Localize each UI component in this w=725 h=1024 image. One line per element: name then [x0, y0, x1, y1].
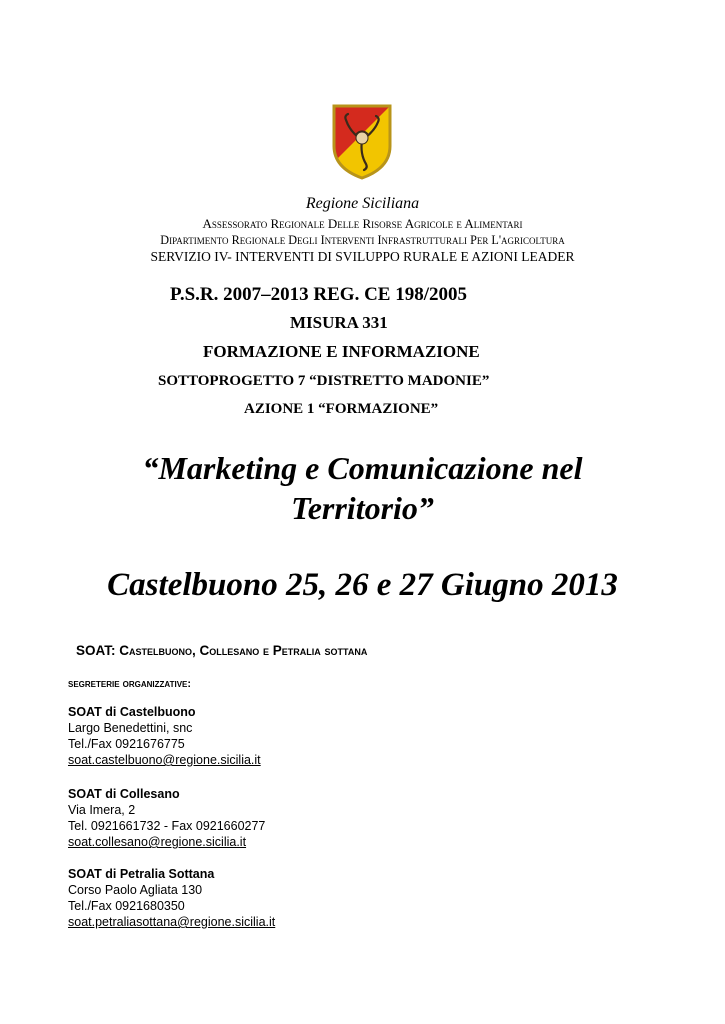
- office-phone: Tel./Fax 0921680350: [68, 899, 185, 913]
- office-phone: Tel. 0921661732 - Fax 0921660277: [68, 819, 266, 833]
- event-title-line-2: Territorio”: [291, 490, 434, 526]
- region-name: Regione Siciliana: [305, 195, 420, 212]
- office-petralia-sottana: [68, 866, 275, 930]
- office-address: Largo Benedettini, snc: [68, 721, 193, 735]
- sottoprogetto-heading: SOTTOPROGETTO 7 “DISTRETTO MADONIE”: [158, 373, 490, 389]
- event-title-line-1: “Marketing e Comunicazione nel: [142, 450, 583, 486]
- soat-locations: SOAT: Castelbuono, Collesano e Petralia sottana: [76, 643, 368, 658]
- dipartimento-name: Dipartimento Regionale Degli Interventi Infrastrutturali Per L'agricoltura: [160, 233, 565, 247]
- office-name: SOAT di Castelbuono: [68, 705, 196, 719]
- event-date: Castelbuono 25, 26 e 27 Giugno 2013: [107, 567, 618, 603]
- office-name: SOAT di Collesano: [68, 787, 180, 801]
- office-email-link[interactable]: soat.collesano@regione.sicilia.it: [68, 835, 247, 849]
- office-address: Via Imera, 2: [68, 803, 136, 817]
- office-email-link[interactable]: soat.castelbuono@regione.sicilia.it: [68, 753, 261, 767]
- azione-heading: AZIONE 1 “FORMAZIONE”: [244, 401, 439, 417]
- office-phone: Tel./Fax 0921676775: [68, 737, 185, 751]
- office-address: Corso Paolo Agliata 130: [68, 883, 203, 897]
- misura-heading: MISURA 331: [290, 313, 388, 332]
- office-name: SOAT di Petralia Sottana: [68, 867, 215, 881]
- office-collesano: [68, 786, 265, 850]
- office-castelbuono: [68, 704, 261, 768]
- assessorato-name: Assessorato Regionale Delle Risorse Agricole e Alimentari: [202, 216, 523, 231]
- psr-heading: P.S.R. 2007–2013 REG. CE 198/2005: [170, 284, 467, 305]
- regione-siciliana-crest-logo: [330, 102, 394, 182]
- segreterie-label: segreterie organizzative:: [68, 678, 192, 690]
- formazione-heading: FORMAZIONE E INFORMAZIONE: [203, 342, 480, 361]
- office-email-link[interactable]: soat.petraliasottana@regione.sicilia.it: [68, 915, 276, 929]
- servizio-name: SERVIZIO IV- INTERVENTI DI SVILUPPO RURALE E AZIONI LEADER: [150, 249, 575, 264]
